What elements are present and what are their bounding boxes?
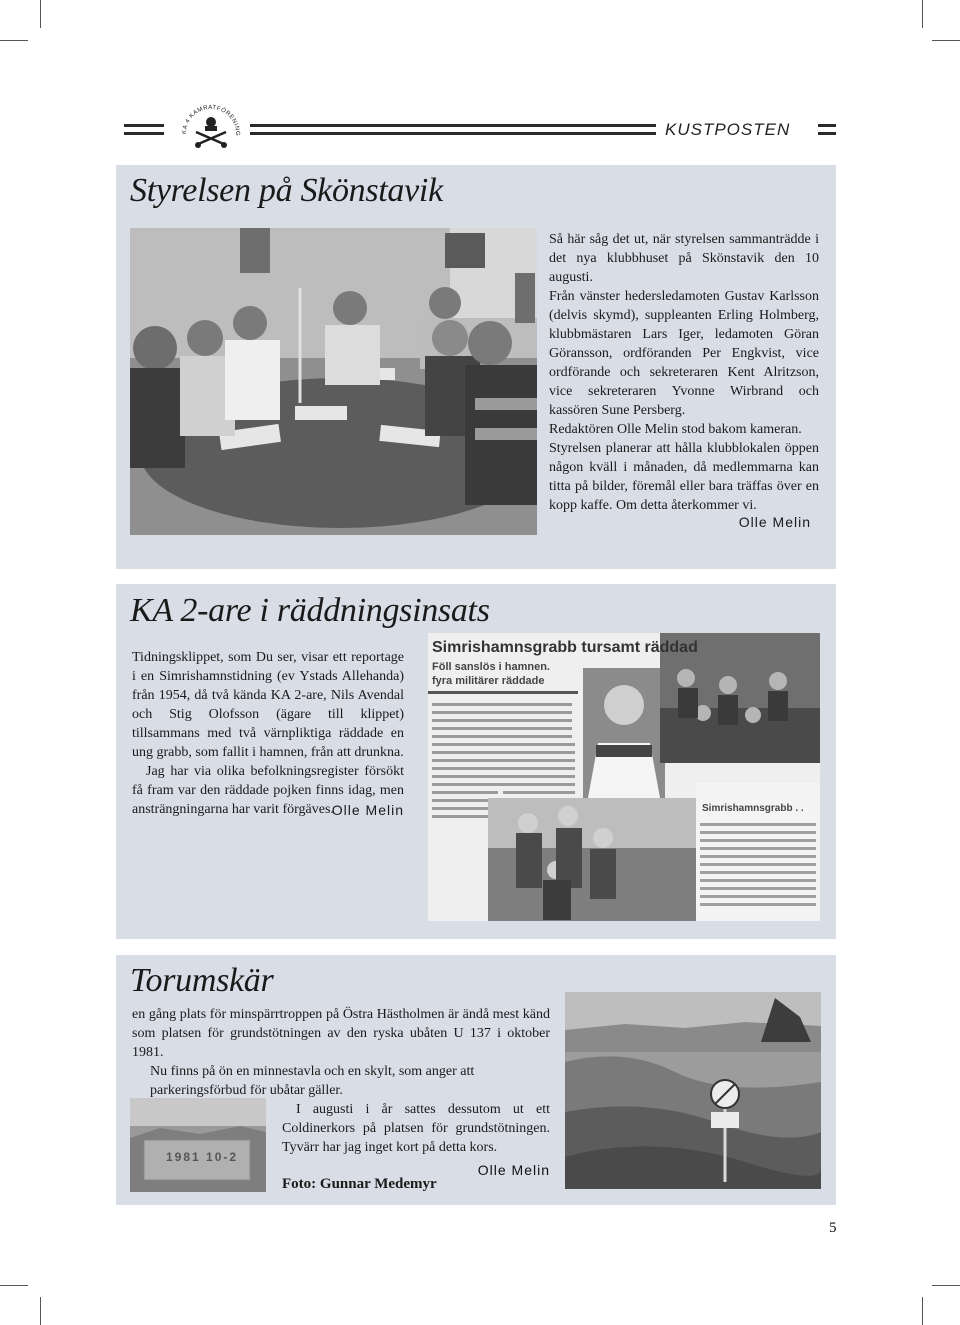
section-torumskar-intro [132, 1005, 550, 1062]
clipping-headline: Simrishamnsgrabb tursamt räddad [432, 639, 698, 656]
memorial-plaque-photo [130, 1098, 266, 1192]
header-rule [250, 132, 656, 135]
header-rule [818, 132, 836, 135]
paragraph: Redaktören Olle Melin stod bakom kameran. [549, 422, 802, 437]
plaque-text: 1981 10-2 [166, 1150, 239, 1164]
newspaper-clipping-photo [428, 633, 820, 921]
magazine-name: KUSTPOSTEN [665, 120, 791, 139]
clipping-subheadline: Föll sanslös i hamnen. [432, 661, 550, 673]
paragraph: Nu finns på ön en minnestavla och en skylt, som anger att parkeringsförbud för ubåtar gäller. [150, 1064, 475, 1098]
paragraph: Jag har via olika befolkningsregister försökt få fram var den räddade pojken finns idag, men ansträngningarna har varit förgäves. [132, 764, 404, 817]
crop-mark [932, 1285, 960, 1286]
crop-mark [0, 1285, 28, 1286]
section-raddning-text [132, 648, 404, 820]
crop-mark [922, 1297, 923, 1325]
author-signature: Olle Melin [331, 802, 404, 818]
header-rule [250, 124, 656, 127]
page-number: 5 [829, 1220, 837, 1236]
section-title: Torumskär [130, 962, 274, 999]
section-title: Styrelsen på Skönstavik [130, 172, 443, 209]
crop-mark [0, 40, 28, 41]
crop-mark [922, 0, 923, 28]
header-rule [818, 124, 836, 127]
author-signature: Olle Melin [738, 514, 811, 530]
paragraph: Från vänster hedersledamoten Gustav Karlsson (delvis skymd), suppleanten Erling Holmberg, klubbmästaren Lars Iger, ledamoten Göran Göransson, ordföranden Per Engkvist, vice ordförande och sekreteraren Kent Alritzson, vice sekreteraren Yvonne Wirbrand och kassören Sune Persberg. [549, 289, 819, 418]
paragraph: I augusti i år sattes dessutom ut ett Coldinerkors på platsen för grundstötningen. Tyvärr har jag inget kort på detta kors. [282, 1102, 550, 1155]
paragraph: Styrelsen planerar att hålla klubblokalen öppen någon kväll i månaden, då medlemmarna kan titta på bilder, föremål eller bara träffas över en kopp kaffe. Om detta återkommer vi. [549, 441, 819, 513]
board-meeting-photo [130, 228, 537, 535]
paragraph: en gång plats för minspärrtroppen på Östra Hästholmen är ändå mest känd som platsen för grundstötningen av den ryska ubåten U 137 i oktober 1981. [132, 1007, 550, 1060]
crop-mark [40, 0, 41, 28]
section-title: KA 2-are i räddningsinsats [130, 592, 490, 629]
paragraph: Tidningsklippet, som Du ser, visar ett reportage i en Simrishamnstidning (ev Ystads Allehanda) från 1954, då två kända KA 2-are, Nils Avendal och Stig Olofsson (ägare till klippet) tillsammans med två värnpliktiga räddade en ung grabb, som fallit i hamnen, från att drunkna. [132, 650, 404, 760]
clipping-small-headline: Simrishamnsgrabb . . [702, 803, 804, 814]
paragraph: Så här såg det ut, när styrelsen sammanträdde i det nya klubbhuset på Skönstavik den 10 augusti. [549, 232, 819, 285]
photo-credit: Foto: Gunnar Medemyr [282, 1176, 437, 1192]
crop-mark [932, 40, 960, 41]
section-styrelsen-text [549, 230, 819, 532]
author-signature: Olle Melin [477, 1162, 550, 1178]
crop-mark [40, 1297, 41, 1325]
island-sign-photo [565, 992, 821, 1189]
logo-text: KA 4 KAMRATFÖRENING [181, 104, 241, 137]
header-rule [124, 132, 164, 135]
clipping-subheadline: fyra militärer räddade [432, 675, 545, 687]
header-rule [124, 124, 164, 127]
section-torumskar-para2 [150, 1062, 550, 1100]
section-torumskar-para3 [282, 1100, 550, 1157]
club-logo [178, 100, 244, 154]
